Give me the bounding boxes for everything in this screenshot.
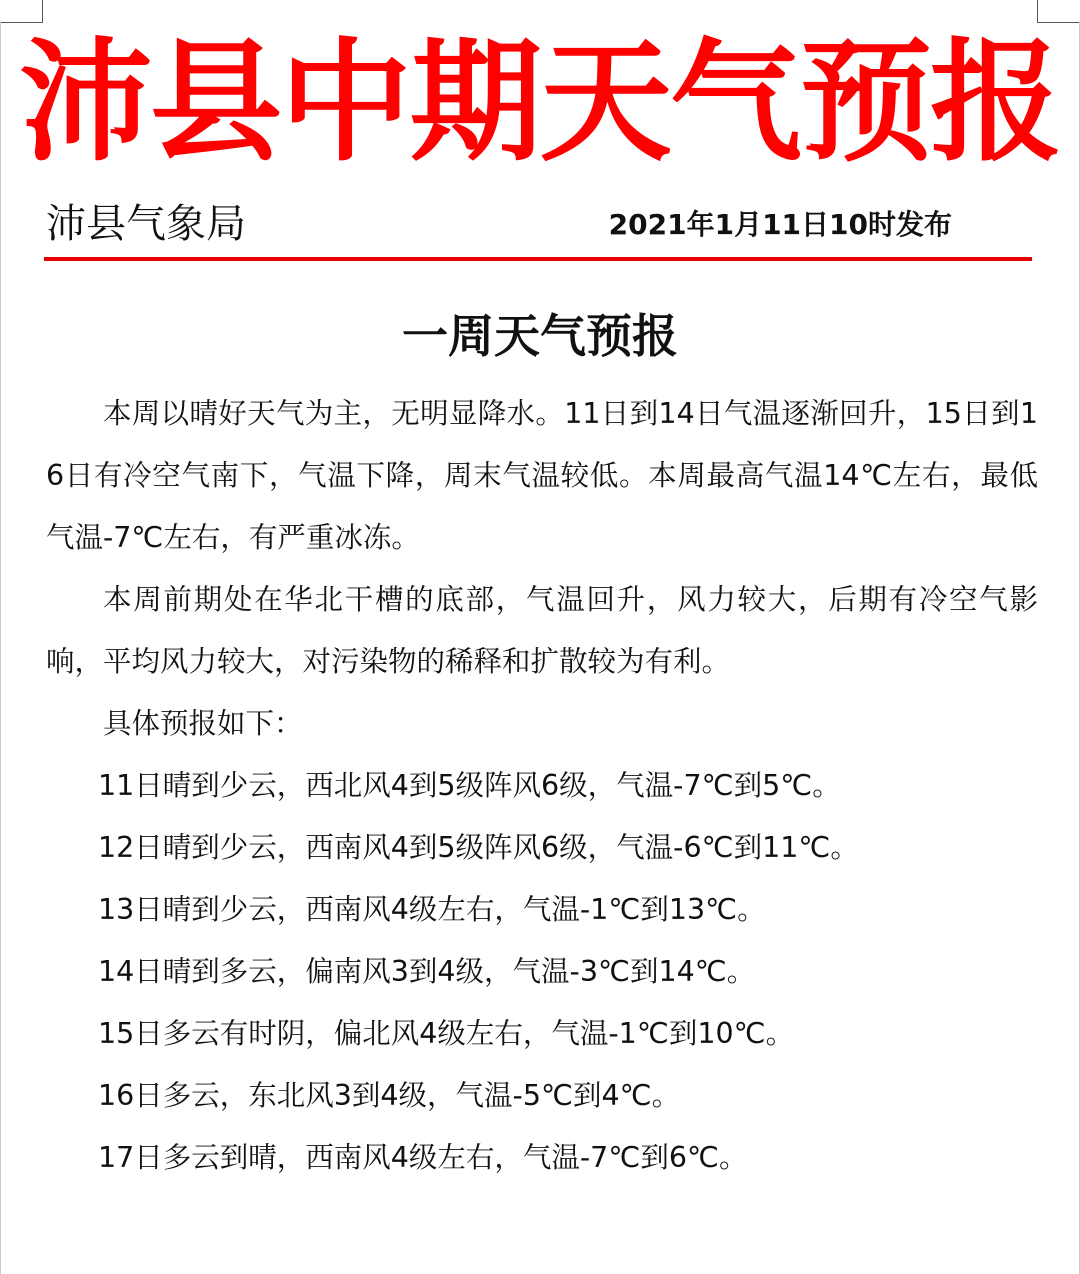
issue-time: 2021年1月11日10时发布	[608, 208, 952, 241]
forecast-day-line: 14日晴到多云，偏南风3到4级，气温-3℃到14℃。	[98, 955, 756, 988]
issuer-name: 沛县气象局	[46, 201, 246, 247]
document-body	[46, 383, 1038, 1189]
masthead-title: 沛县中期天气预报	[20, 26, 1060, 180]
page-corner-mark-right	[1037, 0, 1080, 23]
masthead-info-line	[0, 196, 1080, 256]
forecast-day-line: 17日多云到晴，西南风4级左右，气温-7℃到6℃。	[98, 1141, 748, 1174]
forecast-day-line: 15日多云有时阴，偏北风4级左右，气温-1℃到10℃。	[98, 1017, 795, 1050]
summary-paragraph: 本周以晴好天气为主，无明显降水。11日到14日气温逐渐回升，15日到16日有冷空气南下，气温下降，周末气温较低。本周最高气温14℃左右，最低气温-7℃左右，有严重冰冻。	[46, 397, 1038, 554]
forecast-day-line: 11日晴到少云，西北风4到5级阵风6级，气温-7℃到5℃。	[98, 769, 841, 802]
forecast-day-line: 12日晴到少云，西南风4到5级阵风6级，气温-6℃到11℃。	[98, 831, 859, 864]
forecast-day-line: 16日多云，东北风3到4级，气温-5℃到4℃。	[98, 1079, 681, 1112]
forecast-intro: 具体预报如下：	[103, 707, 303, 740]
page-corner-mark-left	[0, 0, 43, 23]
header-red-rule	[44, 257, 1032, 261]
document-title: 一周天气预报	[402, 309, 678, 363]
synoptic-paragraph: 本周前期处在华北干槽的底部，气温回升，风力较大，后期有冷空气影响，平均风力较大，对污染物的稀释和扩散较为有利。	[46, 583, 1038, 678]
forecast-day-line: 13日晴到少云，西南风4级左右，气温-1℃到13℃。	[98, 893, 766, 926]
